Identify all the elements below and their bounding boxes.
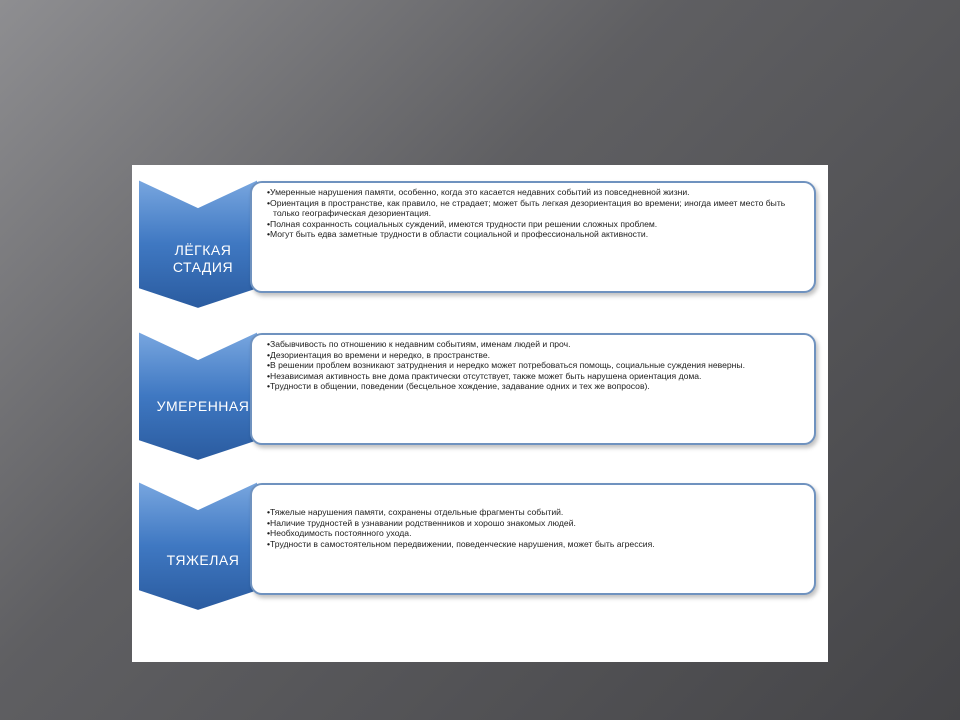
list-item: •Независимая активность вне дома практически отсутствует, также может быть нарушена ориентация дома.: [267, 370, 702, 381]
list-item: •Трудности в общении, поведении (бесцельное хождение, задавание одних и тех же вопросов).: [267, 381, 650, 392]
stage-severe: [132, 471, 828, 621]
list-item: •Дезориентация во времени и нередко, в пространстве.: [267, 349, 490, 360]
stage-description-box: [250, 483, 816, 595]
stage-moderate: [132, 321, 828, 471]
stage-items: [266, 339, 804, 392]
list-item: •Необходимость постоянного ухода.: [267, 528, 412, 539]
stage-items: [266, 187, 804, 240]
list-item: •Умеренные нарушения памяти, особенно, когда это касается недавних событий из повседневной жизни.: [267, 187, 690, 197]
list-item: •Полная сохранность социальных суждений, имеются трудности при решении сложных проблем.: [267, 218, 658, 229]
stage-description-box: [250, 333, 816, 445]
list-item: •В решении проблем возникают затруднения и нередко может потребоваться помощь, социальные суждения неверны.: [267, 360, 745, 371]
stage-items: [266, 489, 804, 549]
list-item: •Могут быть едва заметные трудности в области социальной и профессиональной активности.: [267, 229, 649, 240]
list-item: •Забывчивость по отношению к недавним событиям, именам людей и проч.: [267, 339, 571, 349]
stage-description-box: [250, 181, 816, 293]
stage-title: ЛЁГКАЯ СТАДИЯ: [172, 242, 234, 275]
slide-diagram: [132, 165, 828, 662]
stage-mild: [132, 169, 828, 319]
list-item: •Тяжелые нарушения памяти, сохранены отдельные фрагменты событий.: [267, 507, 564, 517]
stage-title: ТЯЖЕЛАЯ: [166, 552, 240, 568]
stage-title: УМЕРЕННАЯ: [156, 398, 250, 414]
list-item: •Наличие трудностей в узнавании родственников и хорошо знакомых людей.: [267, 517, 576, 528]
list-item: •Трудности в самостоятельном передвижении, поведенческие нарушения, может быть агрессия.: [267, 538, 655, 549]
list-item: •Ориентация в пространстве, как правило, не страдает; может быть легкая дезориентация во времени; иногда имеет место быть только географическая дезориентация.: [267, 197, 786, 219]
